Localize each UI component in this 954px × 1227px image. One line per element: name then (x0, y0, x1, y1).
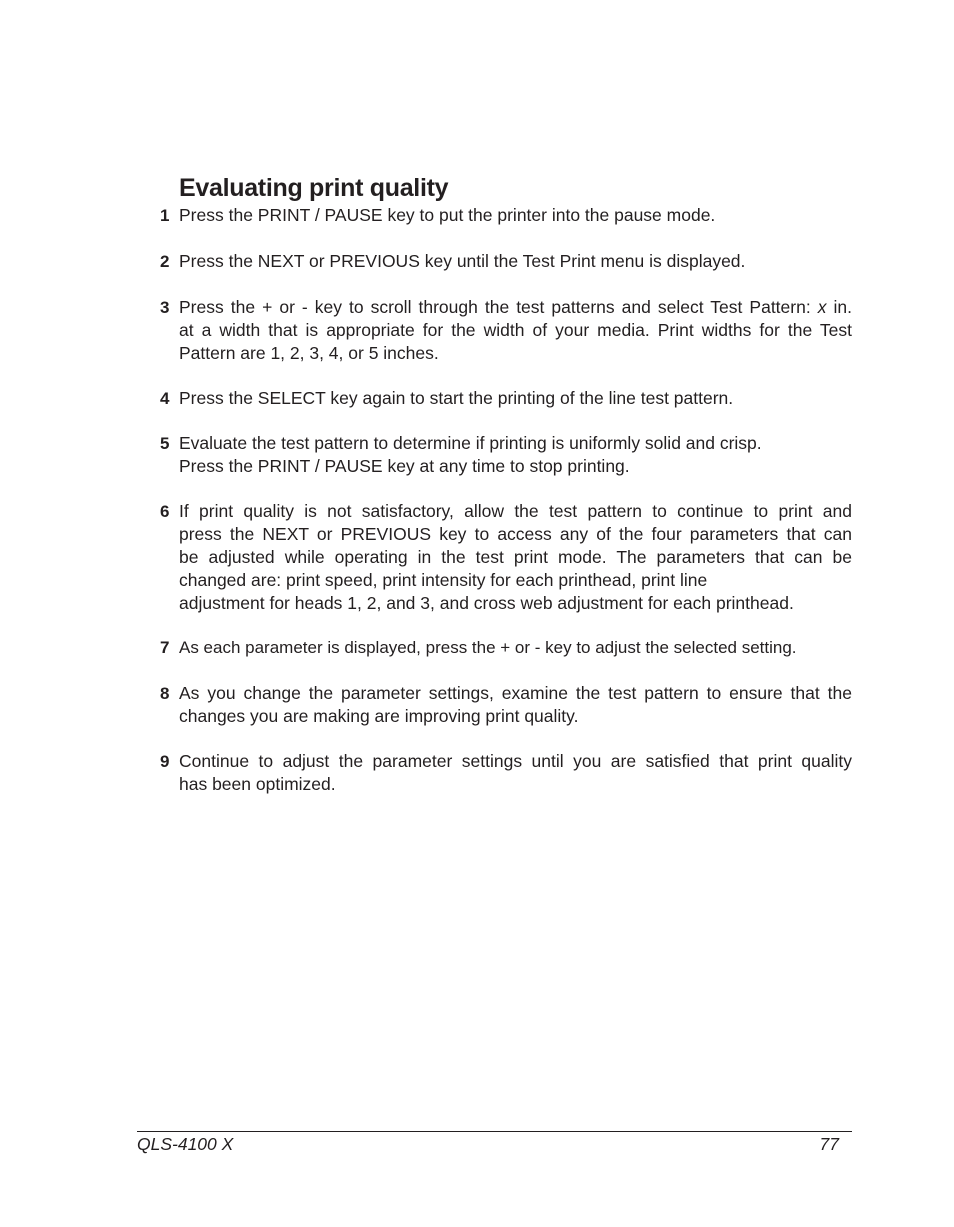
step-line: press the NEXT or PREVIOUS key to access any of the four parameters that can (179, 524, 852, 544)
step-line: adjustment for heads 1, 2, and 3, and cross web adjustment for each printhead. (179, 593, 794, 613)
step-number: 4 (160, 389, 170, 408)
step-line-part: Press the + or - key to scroll through the test patterns and select Test Pattern: (179, 297, 818, 317)
step-line: Pattern are 1, 2, 3, 4, or 5 inches. (179, 343, 439, 363)
step-line: Evaluate the test pattern to determine if printing is uniformly solid and crisp. (179, 433, 762, 453)
step-number: 3 (160, 298, 170, 317)
step-line: Continue to adjust the parameter settings until you are satisfied that print quality (179, 751, 852, 771)
step-line: If print quality is not satisfactory, allow the test pattern to continue to print and (179, 501, 852, 521)
footer-model-name: QLS-4100 X (137, 1134, 234, 1154)
step-line: Press the PRINT / PAUSE key to put the printer into the pause mode. (179, 205, 716, 225)
step-number: 6 (160, 502, 170, 521)
step-line: Press the PRINT / PAUSE key at any time to stop printing. (179, 456, 630, 476)
step-text (179, 204, 852, 227)
step-line: Press the SELECT key again to start the printing of the line test pattern. (179, 388, 734, 408)
step-number: 1 (160, 206, 170, 225)
step-number: 2 (160, 252, 170, 271)
step-line: changes you are making are improving print quality. (179, 706, 579, 726)
step-number: 7 (160, 638, 170, 657)
step-text (179, 500, 852, 615)
step-line: As you change the parameter settings, examine the test pattern to ensure that the (179, 683, 852, 703)
step-text (179, 750, 852, 796)
step-number: 9 (160, 752, 170, 771)
step-text (179, 250, 852, 273)
footer-divider (137, 1131, 852, 1132)
step-line: has been optimized. (179, 774, 336, 794)
step-number: 8 (160, 684, 170, 703)
section-heading: Evaluating print quality (179, 174, 449, 202)
pattern-width-variable: x (817, 297, 827, 317)
step-line: As each parameter is displayed, press the + or - key to adjust the selected setting. (179, 638, 797, 657)
step-line: changed are: print speed, print intensity for each printhead, print line (179, 570, 708, 590)
step-text (179, 432, 852, 478)
step-line: be adjusted while operating in the test print mode. The parameters that can be (179, 547, 852, 567)
step-line: Press the NEXT or PREVIOUS key until the Test Print menu is displayed. (179, 251, 746, 271)
footer-page-number: 77 (819, 1134, 839, 1154)
step-text (179, 296, 852, 365)
step-line: at a width that is appropriate for the width of your media. Print widths for the Test (179, 320, 852, 340)
step-text (179, 387, 852, 410)
step-number: 5 (160, 434, 170, 453)
step-line (179, 296, 852, 319)
step-line-part: in. (826, 297, 852, 317)
step-text (179, 636, 852, 659)
step-text (179, 682, 852, 728)
